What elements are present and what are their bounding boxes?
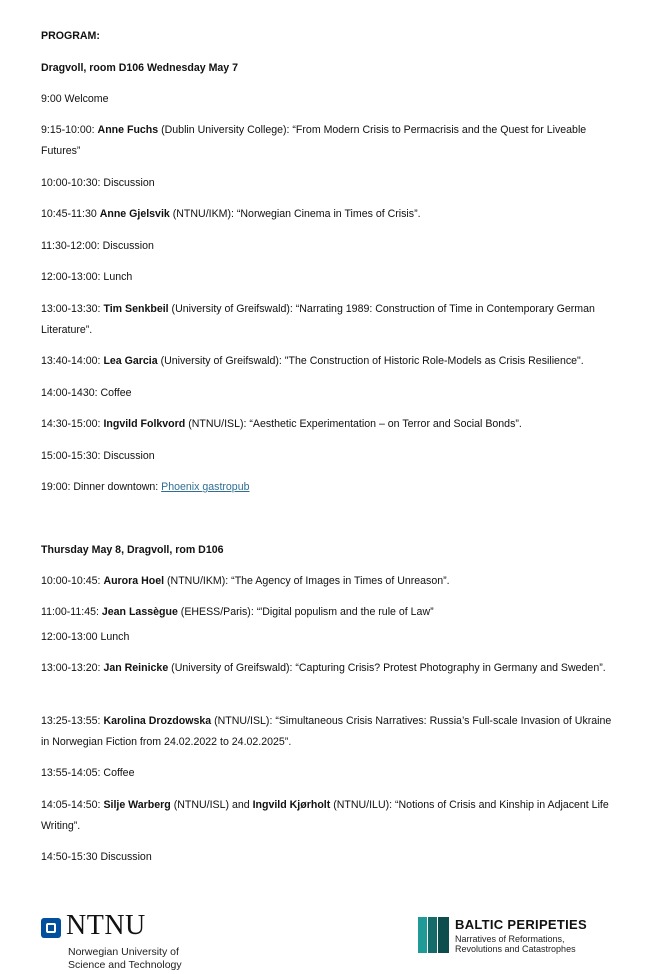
item-time: 13:40-14:00: <box>41 355 104 367</box>
item-time: 12:00-13:00: Lunch <box>41 271 133 283</box>
item-talk: (EHESS/Paris): “'Digital populism and the rule of Law” <box>177 606 434 618</box>
list-item <box>41 571 621 592</box>
ntnu-subtitle-line1: Norwegian University of <box>68 946 179 958</box>
item-talk: (NTNU/ISL): “Simultaneous Crisis Narratives: Russia’s Full-scale Invasion of Ukraine in Norwegian Fiction from 24.02.2022 to 24.02.2025”. <box>41 715 612 748</box>
dinner-link[interactable]: Phoenix gastropub <box>161 481 250 493</box>
item-time: 13:00-13:20: <box>41 662 104 674</box>
item-time: 10:00-10:30: Discussion <box>41 177 155 189</box>
baltic-bars-icon <box>418 917 450 953</box>
baltic-title: BALTIC PERIPETIES <box>455 917 587 932</box>
item-time: 9:00 Welcome <box>41 93 109 105</box>
item-time: 14:30-15:00: <box>41 418 104 430</box>
list-item <box>41 847 621 868</box>
item-talk: (University of Greifswald): “Narrating 1989: Construction of Time in Contemporary German Literature”. <box>41 303 595 336</box>
list-item <box>41 477 621 498</box>
item-speaker: Anne Fuchs <box>97 124 159 136</box>
baltic-subtitle-line2: Revolutions and Catastrophes <box>455 944 576 954</box>
item-talk: (NTNU/ISL) and <box>170 799 253 811</box>
list-item <box>41 446 621 467</box>
program-heading: PROGRAM: <box>41 30 100 42</box>
list-item <box>41 299 621 341</box>
item-time: 10:00-10:45: <box>41 575 104 587</box>
item-time: 10:45-11:30 <box>41 208 100 220</box>
item-time: 13:00-13:30: <box>41 303 104 315</box>
ntnu-subtitle-line2: Science and Technology <box>68 959 182 971</box>
list-item <box>41 383 621 404</box>
item-speaker: Aurora Hoel <box>103 575 165 587</box>
baltic-bar <box>428 917 437 953</box>
day2-header: Thursday May 8, Dragvoll, rom D106 <box>41 544 224 556</box>
list-item <box>41 763 621 784</box>
baltic-subtitle-line1: Narratives of Reformations, <box>455 934 565 944</box>
item-time: 15:00-15:30: Discussion <box>41 450 155 462</box>
baltic-bar <box>438 917 449 953</box>
list-item <box>41 795 621 837</box>
item-talk: (NTNU/ISL): “Aesthetic Experimentation – on Terror and Social Bonds”. <box>185 418 522 430</box>
item-time: 11:30-12:00: Discussion <box>41 240 154 252</box>
item-speaker: Lea Garcia <box>103 355 158 367</box>
item-speaker: Anne Gjelsvik <box>99 208 170 220</box>
list-item <box>41 627 621 648</box>
item-time: 14:00-1430: Coffee <box>41 387 132 399</box>
item-speaker: Karolina Drozdowska <box>103 715 212 727</box>
list-item <box>41 658 621 679</box>
baltic-subtitle <box>455 934 576 954</box>
day1-header: Dragvoll, room D106 Wednesday May 7 <box>41 62 239 74</box>
list-item <box>41 267 621 288</box>
item-speaker: Silje Warberg <box>103 799 171 811</box>
item-time: 13:55-14:05: Coffee <box>41 767 135 779</box>
item-speaker: Jean Lassègue <box>101 606 178 618</box>
item-talk: (NTNU/IKM): “Norwegian Cinema in Times of Crisis”. <box>169 208 421 220</box>
item-talk-2: (NTNU/ILU): “Notions of Crisis and Kinship in Adjacent Life Writing”. <box>41 799 609 832</box>
item-speaker: Jan Reinicke <box>103 662 169 674</box>
list-item <box>41 351 621 372</box>
list-item <box>41 204 621 225</box>
list-item <box>41 711 621 753</box>
item-time: 14:50-15:30 Discussion <box>41 851 152 863</box>
item-speaker: Ingvild Folkvord <box>103 418 186 430</box>
item-talk: (University of Greifswald): "The Construction of Historic Role-Models as Crisis Resilience". <box>157 355 584 367</box>
item-talk: (University of Greifswald): “Capturing Crisis? Protest Photography in Germany and Sweden”. <box>168 662 606 674</box>
list-item <box>41 602 621 623</box>
dinner-text: 19:00: Dinner downtown: <box>41 481 162 493</box>
list-item <box>41 89 621 110</box>
item-time: 12:00-13:00 Lunch <box>41 631 130 643</box>
item-time: 13:25-13:55: <box>41 715 104 727</box>
ntnu-subtitle <box>68 946 268 972</box>
item-speaker: Tim Senkbeil <box>103 303 169 315</box>
list-item <box>41 120 621 162</box>
ntnu-square-icon <box>41 918 61 938</box>
item-speaker-2: Ingvild Kjørholt <box>252 799 331 811</box>
item-time: 14:05-14:50: <box>41 799 104 811</box>
list-item <box>41 173 621 194</box>
item-talk: (NTNU/IKM): “The Agency of Images in Times of Unreason”. <box>164 575 450 587</box>
list-item <box>41 236 621 257</box>
baltic-bar <box>418 917 427 953</box>
list-item <box>41 414 621 435</box>
item-time: 9:15-10:00: <box>41 124 98 136</box>
item-time: 11:00-11:45: <box>41 606 102 618</box>
ntnu-wordmark: NTNU <box>66 910 146 941</box>
item-talk: (Dublin University College): “From Modern Crisis to Permacrisis and the Quest for Liveable Futures” <box>41 124 587 157</box>
